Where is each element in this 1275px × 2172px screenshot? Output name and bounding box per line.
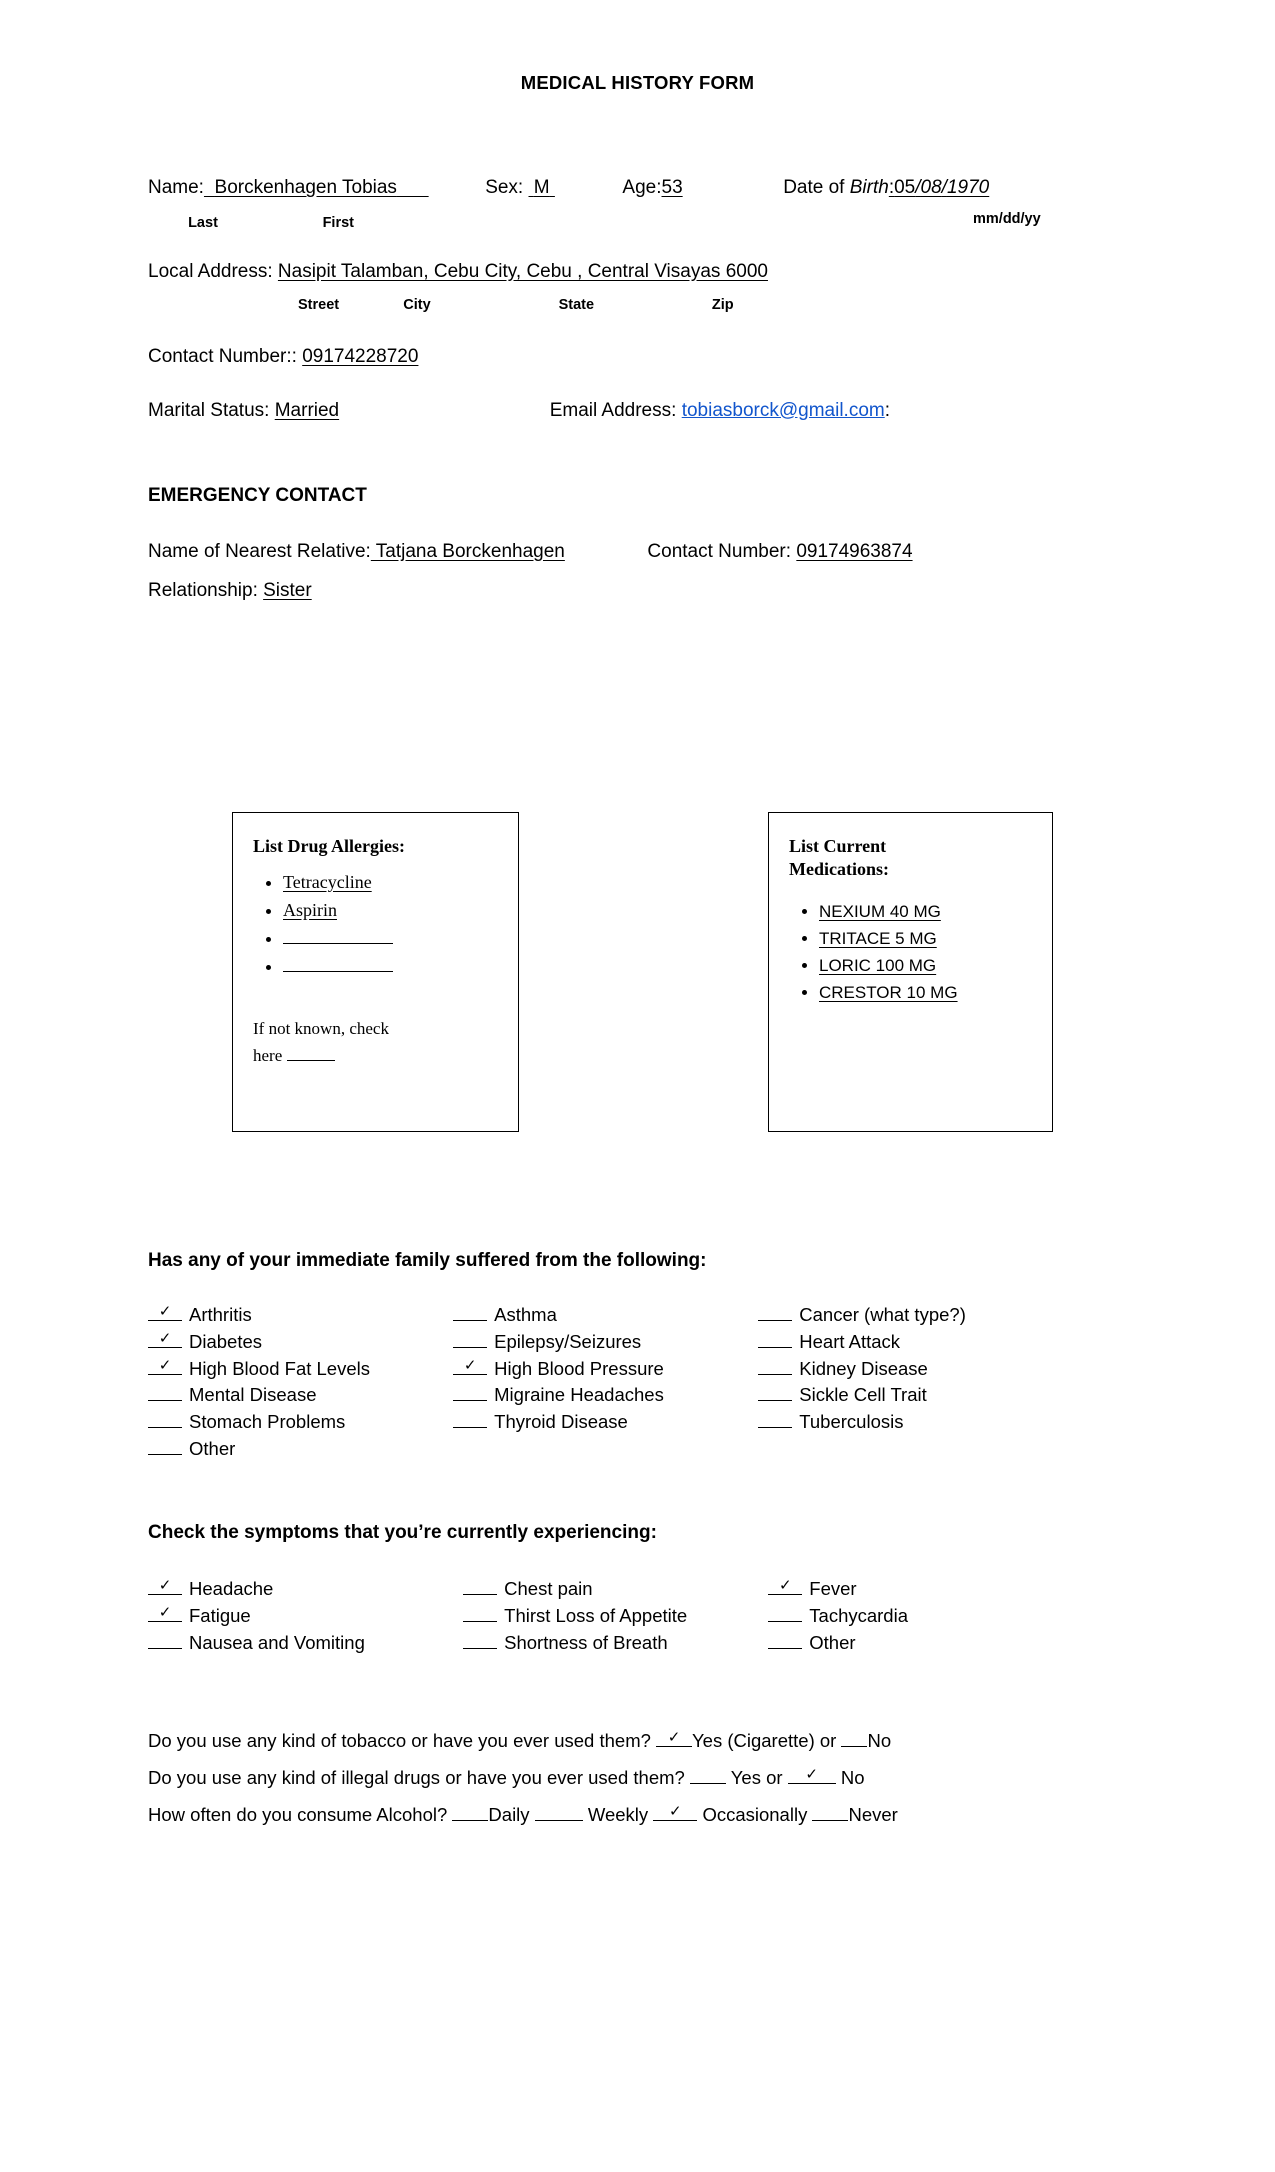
- empty-allergy-line: [283, 956, 393, 972]
- contact-label: Contact Number::: [148, 346, 297, 367]
- family-history-column-3: [758, 1302, 1038, 1436]
- checkbox-row[interactable]: Thyroid Disease: [453, 1409, 753, 1436]
- drug-allergies-heading: List Drug Allergies:: [253, 836, 405, 856]
- contact-value[interactable]: 09174228720: [302, 346, 419, 367]
- checkbox-fatigue[interactable]: [148, 1604, 182, 1622]
- checkbox-high-blood-fat-levels[interactable]: [148, 1357, 182, 1375]
- symptoms-columns: [148, 1576, 1148, 1656]
- empty-allergy-line: [283, 928, 393, 944]
- email-trailing-colon: :: [884, 399, 891, 421]
- sex-label: Sex:: [485, 177, 524, 198]
- checkbox-row[interactable]: ✓Diabetes: [148, 1329, 448, 1356]
- identity-sublabels: [148, 210, 1155, 234]
- checkbox-kidney-disease[interactable]: [758, 1357, 792, 1375]
- checkbox-row[interactable]: Cancer (what type?): [758, 1302, 1038, 1329]
- tobacco-question: Do you use any kind of tobacco or have you ever used them?: [148, 1730, 651, 1751]
- habits-section: [148, 1722, 1158, 1833]
- family-history-section: [148, 1250, 1148, 1463]
- symptoms-column-2: [463, 1576, 763, 1656]
- state-sublabel: State: [558, 297, 595, 314]
- marital-value[interactable]: Married: [274, 399, 340, 421]
- identity-row: [148, 176, 1155, 200]
- checkbox-cancer[interactable]: [758, 1303, 792, 1321]
- address-label: Local Address:: [148, 260, 273, 282]
- checkbox-row[interactable]: ✓Headache: [148, 1576, 458, 1603]
- dob-sep2: /: [941, 177, 947, 198]
- checkbox-migraine-headaches[interactable]: [453, 1383, 487, 1401]
- checkbox-row[interactable]: Sickle Cell Trait: [758, 1382, 1038, 1409]
- checkbox-row[interactable]: Kidney Disease: [758, 1356, 1038, 1383]
- checkbox-row[interactable]: Other: [768, 1630, 1038, 1657]
- checkbox-row[interactable]: Thirst Loss of Appetite: [463, 1603, 763, 1630]
- list-item[interactable]: • LORIC 100 MG: [819, 956, 1032, 976]
- alcohol-daily-label: Daily: [488, 1804, 530, 1825]
- checkbox-tobacco-no[interactable]: [841, 1729, 867, 1747]
- drugs-question-row: [148, 1759, 1158, 1796]
- dob-label: Date of Birth:: [783, 177, 895, 198]
- checkbox-thirst-loss-of-appetite[interactable]: [463, 1604, 497, 1622]
- marital-label: Marital Status:: [148, 399, 270, 421]
- contact-row: [148, 345, 1155, 369]
- checkbox-high-blood-pressure[interactable]: [453, 1357, 487, 1375]
- family-history-heading: Has any of your immediate family suffered from the following:: [148, 1250, 707, 1271]
- alcohol-never-label: Never: [848, 1804, 898, 1825]
- not-known-checkbox-line[interactable]: [287, 1046, 335, 1061]
- list-item[interactable]: [283, 956, 498, 977]
- checkbox-drugs-yes[interactable]: [690, 1766, 726, 1784]
- alcohol-question: How often do you consume Alcohol?: [148, 1804, 448, 1825]
- checkbox-row[interactable]: Migraine Headaches: [453, 1382, 753, 1409]
- list-item[interactable]: • TRITACE 5 MG: [819, 929, 1032, 949]
- checkbox-mental-disease[interactable]: [148, 1383, 182, 1401]
- family-history-column-2: [453, 1302, 753, 1436]
- current-medications-box: [768, 812, 1053, 1132]
- checkbox-row[interactable]: ✓High Blood Fat Levels: [148, 1356, 448, 1383]
- address-row: [148, 260, 1155, 284]
- checkbox-tuberculosis[interactable]: [758, 1410, 792, 1428]
- dob-sep1: /: [915, 177, 921, 198]
- checkbox-row[interactable]: Nausea and Vomiting: [148, 1630, 458, 1657]
- checkbox-tobacco-yes[interactable]: [656, 1729, 692, 1747]
- address-sublabels: [298, 292, 1155, 316]
- checkbox-row[interactable]: Tachycardia: [768, 1603, 1038, 1630]
- drugs-question: Do you use any kind of illegal drugs or have you ever used them?: [148, 1767, 685, 1788]
- dob-month[interactable]: 05: [894, 177, 916, 198]
- checkbox-fever[interactable]: [768, 1577, 802, 1595]
- checkbox-nausea-and-vomiting[interactable]: [148, 1631, 182, 1649]
- symptoms-column-1: [148, 1576, 458, 1656]
- marital-email-row: [148, 399, 1155, 423]
- checkbox-other-symptom[interactable]: [768, 1631, 802, 1649]
- checkbox-row[interactable]: ✓Fever: [768, 1576, 1038, 1603]
- list-item[interactable]: • NEXIUM 40 MG: [819, 902, 1032, 922]
- emergency-relative-row: [148, 540, 1155, 564]
- checkbox-stomach-problems[interactable]: [148, 1410, 182, 1428]
- checkbox-row[interactable]: ✓Arthritis: [148, 1302, 448, 1329]
- first-name-sublabel: First: [322, 214, 354, 231]
- relationship-value[interactable]: Sister: [263, 580, 312, 602]
- relative-value[interactable]: Tatjana Borckenhagen: [370, 540, 565, 562]
- checkbox-row[interactable]: Asthma: [453, 1302, 753, 1329]
- checkbox-alcohol-never[interactable]: [812, 1803, 848, 1821]
- list-item[interactable]: • Aspirin: [283, 900, 498, 921]
- tobacco-or: or: [819, 1730, 837, 1751]
- checkbox-thyroid-disease[interactable]: [453, 1410, 487, 1428]
- checkbox-row[interactable]: Stomach Problems: [148, 1409, 448, 1436]
- checkbox-row[interactable]: Chest pain: [463, 1576, 763, 1603]
- zip-sublabel: Zip: [711, 297, 734, 314]
- symptoms-heading: Check the symptoms that you’re currently experiencing:: [148, 1522, 657, 1543]
- relative-label: Name of Nearest Relative:: [148, 540, 371, 562]
- emergency-contact-label: Contact Number:: [647, 540, 792, 562]
- address-value[interactable]: Nasipit Talamban, Cebu City, Cebu , Central Visayas 6000: [277, 260, 768, 282]
- checkbox-alcohol-occasionally[interactable]: [653, 1803, 697, 1821]
- list-item[interactable]: [283, 928, 498, 949]
- drugs-yes-label: Yes or: [730, 1767, 783, 1788]
- dob-day[interactable]: 08: [920, 177, 942, 198]
- drug-allergies-box: [232, 812, 519, 1132]
- emergency-contact-value[interactable]: 09174963874: [796, 540, 913, 562]
- street-sublabel: Street: [298, 297, 340, 314]
- city-sublabel: City: [403, 297, 431, 314]
- checkbox-chest-pain[interactable]: [463, 1577, 497, 1595]
- list-item[interactable]: • Tetracycline: [283, 872, 498, 893]
- last-name-sublabel: Last: [188, 214, 218, 231]
- current-medications-list: [789, 902, 1032, 1003]
- checkbox-alcohol-weekly[interactable]: [535, 1803, 583, 1821]
- form-body: [148, 176, 1155, 603]
- checkbox-drugs-no[interactable]: [788, 1766, 836, 1784]
- checkbox-row[interactable]: Heart Attack: [758, 1329, 1038, 1356]
- checkbox-alcohol-daily[interactable]: [452, 1803, 488, 1821]
- checkbox-row[interactable]: ✓High Blood Pressure: [453, 1356, 753, 1383]
- family-history-columns: [148, 1302, 1148, 1463]
- tobacco-yes-label: Yes (Cigarette): [692, 1730, 815, 1751]
- allergies-footnote: If not known, check here: [253, 1018, 389, 1065]
- checkbox-row[interactable]: Other: [148, 1436, 448, 1463]
- relationship-label: Relationship:: [148, 580, 258, 602]
- checkbox-shortness-of-breath[interactable]: [463, 1631, 497, 1649]
- checkbox-row[interactable]: Epilepsy/Seizures: [453, 1329, 753, 1356]
- checkbox-row[interactable]: Mental Disease: [148, 1382, 448, 1409]
- tobacco-no-label: No: [867, 1730, 892, 1751]
- checkbox-arthritis[interactable]: [148, 1303, 182, 1321]
- emergency-contact-heading: EMERGENCY CONTACT: [148, 484, 367, 506]
- email-value[interactable]: tobiasborck@gmail.com: [681, 399, 885, 421]
- name-value[interactable]: Borckenhagen Tobias: [214, 177, 397, 198]
- checkbox-row[interactable]: Shortness of Breath: [463, 1630, 763, 1657]
- name-label: Name:: [148, 177, 204, 198]
- checkbox-epilepsy-seizures[interactable]: [453, 1330, 487, 1348]
- list-item[interactable]: • CRESTOR 10 MG: [819, 983, 1032, 1003]
- emergency-relationship-row: [148, 579, 1155, 603]
- alcohol-occasionally-label: Occasionally: [702, 1804, 808, 1825]
- checkbox-tachycardia[interactable]: [768, 1604, 802, 1622]
- checkbox-row[interactable]: ✓Fatigue: [148, 1603, 458, 1630]
- dob-year[interactable]: 1970: [946, 177, 990, 198]
- page-title: MEDICAL HISTORY FORM: [520, 72, 755, 93]
- checkbox-other-family[interactable]: [148, 1437, 182, 1455]
- checkbox-headache[interactable]: [148, 1577, 182, 1595]
- checkbox-sickle-cell-trait[interactable]: [758, 1383, 792, 1401]
- symptoms-column-3: [768, 1576, 1038, 1656]
- checkbox-asthma[interactable]: [453, 1303, 487, 1321]
- alcohol-weekly-label: Weekly: [587, 1804, 649, 1825]
- symptoms-section: [148, 1522, 1148, 1656]
- medical-history-form-page: [0, 72, 1275, 2172]
- age-value[interactable]: 53: [661, 177, 683, 198]
- dob-format-sublabel: mm/dd/yy: [973, 210, 1041, 227]
- checkbox-row[interactable]: Tuberculosis: [758, 1409, 1038, 1436]
- email-label: Email Address:: [549, 399, 677, 421]
- drugs-no-label: No: [840, 1767, 865, 1788]
- tobacco-question-row: [148, 1722, 1158, 1759]
- current-medications-heading: List Current Medications:: [789, 836, 889, 879]
- family-history-column-1: [148, 1302, 448, 1463]
- sex-value[interactable]: M: [533, 177, 550, 198]
- drug-allergies-list: [253, 872, 498, 977]
- checkbox-diabetes[interactable]: [148, 1330, 182, 1348]
- alcohol-question-row: [148, 1796, 1158, 1833]
- age-label: Age:: [622, 177, 662, 198]
- checkbox-heart-attack[interactable]: [758, 1330, 792, 1348]
